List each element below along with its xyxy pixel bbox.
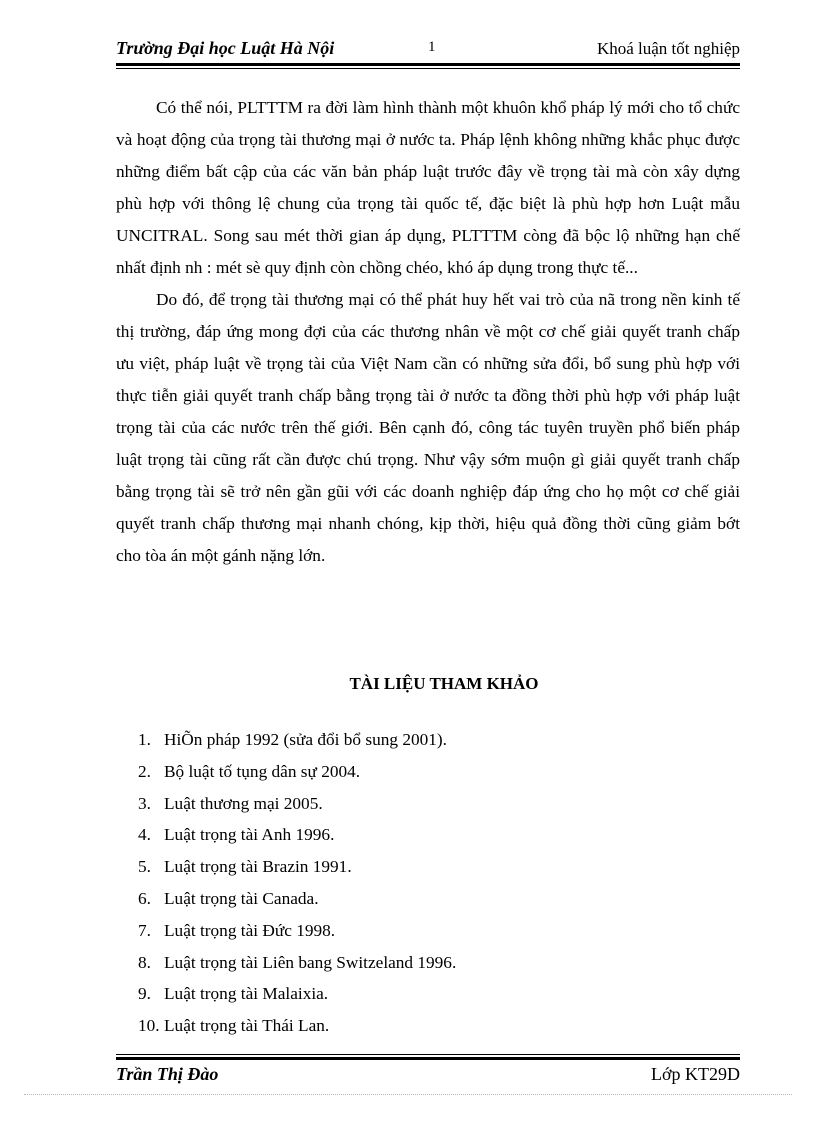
reference-text: Luật trọng tài Malaixia. bbox=[164, 984, 329, 1004]
reference-item bbox=[138, 915, 698, 947]
reference-text: HiÕn pháp 1992 (sửa đổi bổ sung 2001). bbox=[164, 730, 447, 749]
reference-item bbox=[138, 851, 698, 883]
body-text bbox=[116, 92, 740, 572]
references-title: TÀI LIỆU THAM KHẢO bbox=[349, 674, 539, 693]
document-type: Khoá luận tốt nghiệp bbox=[596, 39, 740, 58]
reference-item bbox=[138, 819, 698, 851]
reference-text: Luật trọng tài Thái Lan. bbox=[164, 1016, 330, 1036]
reference-text: Luật trọng tài Brazin 1991. bbox=[164, 857, 352, 877]
reference-number: 6. bbox=[138, 888, 151, 908]
page-bottom-dotted-line bbox=[24, 1094, 792, 1095]
footer-author: Trần Thị Đào bbox=[116, 1064, 219, 1084]
reference-text: Luật trọng tài Đức 1998. bbox=[164, 920, 336, 940]
reference-number: 3. bbox=[138, 793, 151, 813]
reference-item bbox=[138, 978, 698, 1010]
reference-item bbox=[138, 756, 698, 788]
paragraph-2: Do đó, để trọng tài thương mại có thể phát huy hết vai trò của nã trong nền kinh tế thị trường, đáp ứng mong đợi của các thương nhân về một cơ chế giải quyết tranh chấp ưu việt, pháp luật về trọng tài của Việt Nam cần có những sửa đổi, bổ sung phù hợp với thực tiễn giải quyết tranh chấp bằng trọng tài ở nước ta đồng thời phù hợp với pháp luật trọng tài của các nước trên thế giới. Bên cạnh đó, công tác tuyên truyền phổ biến pháp luật trọng tài cũng rất cần được chú trọng. Như vậy sớm muộn gì giải quyết tranh chấp bằng trọng tài sẽ trở nên gần gũi với các doanh nghiệp đáp ứng cho họ một cơ chế giải quyết tranh chấp thương mại nhanh chóng, kịp thời, hiệu quả đồng thời cũng giảm bớt cho tòa án một gánh nặng lớn. bbox=[116, 290, 740, 565]
reference-number: 7. bbox=[138, 920, 151, 940]
school-name: Trường Đại học Luật Hà Nội bbox=[116, 38, 335, 58]
reference-number: 5. bbox=[138, 857, 151, 877]
footer-rule-thin bbox=[116, 1054, 740, 1055]
reference-text: Luật thương mại 2005. bbox=[164, 793, 323, 813]
page-number: 1 bbox=[428, 39, 436, 55]
footer-rule-thick bbox=[116, 1057, 740, 1060]
reference-number: 1. bbox=[138, 730, 151, 749]
header-rule-thick bbox=[116, 63, 740, 66]
reference-item bbox=[138, 883, 698, 915]
header-rule-thin bbox=[116, 68, 740, 69]
reference-number: 9. bbox=[138, 984, 151, 1004]
reference-text: Bộ luật tố tụng dân sự 2004. bbox=[164, 761, 361, 781]
reference-number: 10. bbox=[138, 1016, 160, 1036]
reference-text: Luật trọng tài Liên bang Switzeland 1996. bbox=[164, 952, 457, 972]
page-header bbox=[116, 38, 740, 64]
paragraph-1: Có thể nói, PLTTTM ra đời làm hình thành một khuôn khổ pháp lý mới cho tổ chức và hoạt động của trọng tài thương mại ở nước ta. Pháp lệnh không những khắc phục được những điểm bất cập của các văn bản pháp luật trước đây về trọng tài mà còn xây dựng phù hợp với thông lệ chung của trọng tài quốc tế, đặc biệt là phù hợp hơn Luật mẫu UNCITRAL. Song sau mét thời gian áp dụng, PLTTTM còng đã bộc lộ những hạn chế nhất định nh : mét sè quy định còn chồng chéo, khó áp dụng trong thực tế... bbox=[116, 98, 740, 277]
reference-number: 4. bbox=[138, 825, 151, 845]
reference-item bbox=[138, 1010, 698, 1042]
reference-text: Luật trọng tài Canada. bbox=[164, 888, 319, 908]
references-list bbox=[138, 724, 698, 1042]
reference-text: Luật trọng tài Anh 1996. bbox=[164, 825, 335, 845]
reference-item bbox=[138, 724, 698, 756]
reference-number: 2. bbox=[138, 761, 151, 781]
reference-item bbox=[138, 947, 698, 979]
footer-class: Lớp KT29D bbox=[650, 1064, 740, 1084]
reference-item bbox=[138, 788, 698, 820]
reference-number: 8. bbox=[138, 952, 151, 972]
